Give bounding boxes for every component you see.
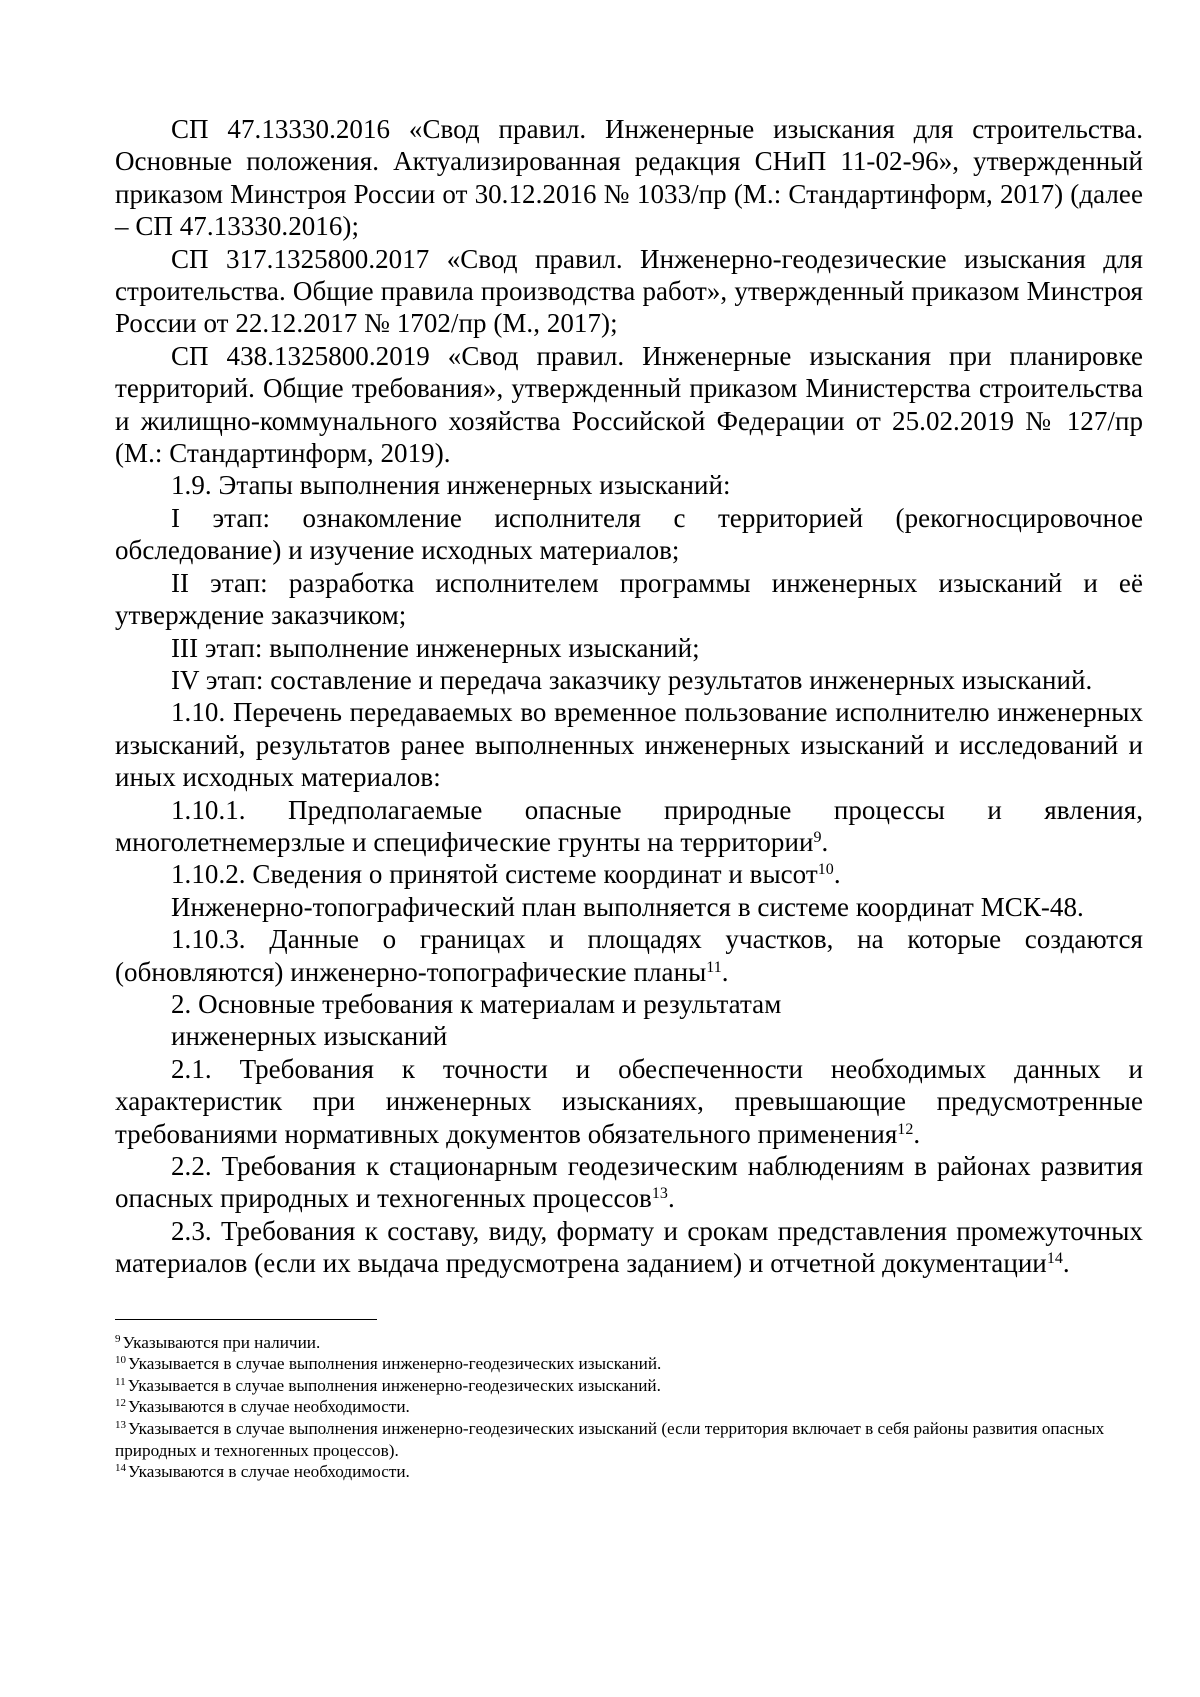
footnote-11: $^{11}$ Указывается в случае выполнения инженерно-геодезических изысканий. — [115, 1375, 661, 1395]
footnote-separator — [115, 1319, 377, 1320]
paragraph-1-10-1: 1.10.1. Предполагаемые опасные природные процессы и явления, многолетнемерзлые и специфические грунты на территории$^9$. — [115, 794, 1143, 857]
paragraph-stage-3: III этап: выполнение инженерных изысканий; — [171, 632, 700, 663]
paragraph-sp-317: СП 317.1325800.2017 «Свод правил. Инженерно-геодезические изыскания для строительства. Общие правила производства работ», утвержденный приказом Минстроя России от 22.12.2017 № 1702/пр (М., 2017); — [115, 243, 1143, 339]
paragraph-stage-2: II этап: разработка исполнителем программы инженерных изысканий и её утверждение заказчиком; — [115, 567, 1143, 631]
footnote-ref[interactable]: 13 — [651, 1185, 668, 1203]
section-heading-line-1: 2. Основные требования к материалам и результатам — [171, 988, 782, 1019]
footnote-14: $^{14}$ Указываются в случае необходимости. — [115, 1462, 410, 1482]
paragraph-1-10: 1.10. Перечень передаваемых во временное пользование исполнителю инженерных изысканий, результатов ранее выполненных инженерных изысканий и исследований и иных исходных материалов: — [115, 697, 1143, 793]
paragraph-2-3: 2.3. Требования к составу, виду, формату и срокам представления промежуточных материалов (если их выдача предусмотрена заданием) и отчетной документации$^{14}$. — [115, 1215, 1143, 1279]
document-body — [115, 113, 1143, 1280]
paragraph-sp-47: СП 47.13330.2016 «Свод правил. Инженерные изыскания для строительства. Основные положения. Актуализированная редакция СНиП 11-02-96», утвержденный приказом Минстроя России от 30.12.2016 № 1033/пр (М.: Стандартинформ, 2017) (далее – СП 47.13330.2016); — [115, 114, 1143, 242]
section-heading-line-2: инженерных изысканий — [171, 1021, 448, 1052]
paragraph-1-9: 1.9. Этапы выполнения инженерных изысканий: — [171, 470, 731, 501]
footnote-10: $^{10}$ Указывается в случае выполнения инженерно-геодезических изысканий. — [115, 1354, 662, 1374]
footnotes — [115, 1332, 1143, 1483]
paragraph-stage-4: IV этап: составление и передача заказчику результатов инженерных изысканий. — [171, 664, 1093, 695]
footnote-ref[interactable]: 10 — [817, 861, 834, 879]
footnote-13: $^{13}$ Указывается в случае выполнения инженерно-геодезических изысканий (если территория включает в себя районы развития опасных природных и техногенных процессов). — [115, 1419, 1105, 1460]
footnote-ref[interactable]: 11 — [706, 958, 722, 976]
paragraph-stage-1: I этап: ознакомление исполнителя с территорией (рекогносцировочное обследование) и изучение исходных материалов; — [115, 502, 1143, 566]
paragraph-sp-438: СП 438.1325800.2019 «Свод правил. Инженерные изыскания при планировке территорий. Общие требования», утвержденный приказом Министерства строительства и жилищно-коммунального хозяйства Российской Федерации от 25.02.2019 № 127/пр (М.: Стандартинформ, 2019). — [115, 340, 1143, 469]
paragraph-2-1: 2.1. Требования к точности и обеспеченности необходимых данных и характеристик при инженерных изысканиях, превышающие предусмотренные требованиями нормативных документов обязательного применения$^{12}$. — [115, 1053, 1143, 1149]
paragraph-coordinate-system: Инженерно-топографический план выполняется в системе координат МСК-48. — [171, 891, 1084, 922]
paragraph-1-10-3: 1.10.3. Данные о границах и площадях участков, на которые создаются (обновляются) инженерно-топографические планы$^{11}$. — [115, 924, 1143, 987]
paragraph-1-10-2: 1.10.2. Сведения о принятой системе координат и высот$^{10}$. — [171, 859, 841, 890]
footnote-ref[interactable]: 14 — [1046, 1250, 1063, 1268]
footnote-ref[interactable]: 12 — [897, 1120, 914, 1138]
footnote-9: $^9$ Указываются при наличии. — [115, 1332, 321, 1352]
footnote-ref[interactable]: 9 — [813, 828, 822, 846]
paragraph-2-2: 2.2. Требования к стационарным геодезическим наблюдениям в районах развития опасных природных и техногенных процессов$^{13}$. — [115, 1151, 1143, 1214]
footnote-12: $^{12}$ Указываются в случае необходимости. — [115, 1397, 410, 1417]
